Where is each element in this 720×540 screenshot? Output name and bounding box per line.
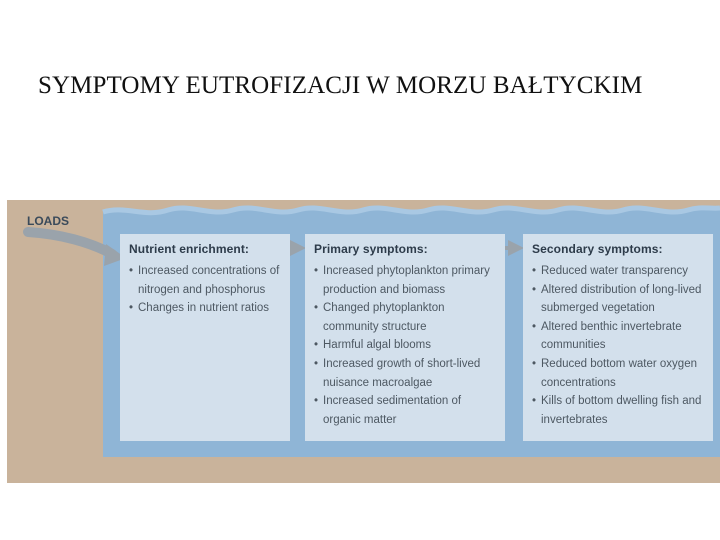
box-heading: Secondary symptoms:: [532, 242, 663, 256]
list-item: • Changed phytoplankton community structure: [314, 299, 499, 336]
list-item: • Reduced bottom water oxygen concentrations: [532, 355, 707, 392]
list-item: • Increased growth of short-lived nuisance macroalgae: [314, 355, 499, 392]
list-item: • Kills of bottom dwelling fish and invertebrates: [532, 392, 707, 429]
list-item: • Changes in nutrient ratios: [129, 299, 284, 318]
slide-title: SYMPTOMY EUTROFIZACJI W MORZU BAŁTYCKIM: [38, 72, 643, 99]
loads-label: LOADS: [27, 214, 69, 228]
box-heading: Nutrient enrichment:: [129, 242, 250, 256]
list-item: • Increased concentrations of nitrogen and phosphorus: [129, 262, 284, 299]
list-item: • Altered distribution of long-lived submerged vegetation: [532, 281, 707, 318]
box-heading: Primary symptoms:: [314, 242, 428, 256]
secondary-symptoms-box: [523, 234, 713, 441]
primary-symptoms-box: [305, 234, 505, 441]
list-item: • Increased phytoplankton primary production and biomass: [314, 262, 499, 299]
list-item: • Reduced water transparency: [532, 262, 707, 281]
list-item: • Harmful algal blooms: [314, 336, 499, 355]
list-item: • Increased sedimentation of organic matter: [314, 392, 499, 429]
nutrient-enrichment-box: [120, 234, 290, 441]
list-item: • Altered benthic invertebrate communities: [532, 318, 707, 355]
